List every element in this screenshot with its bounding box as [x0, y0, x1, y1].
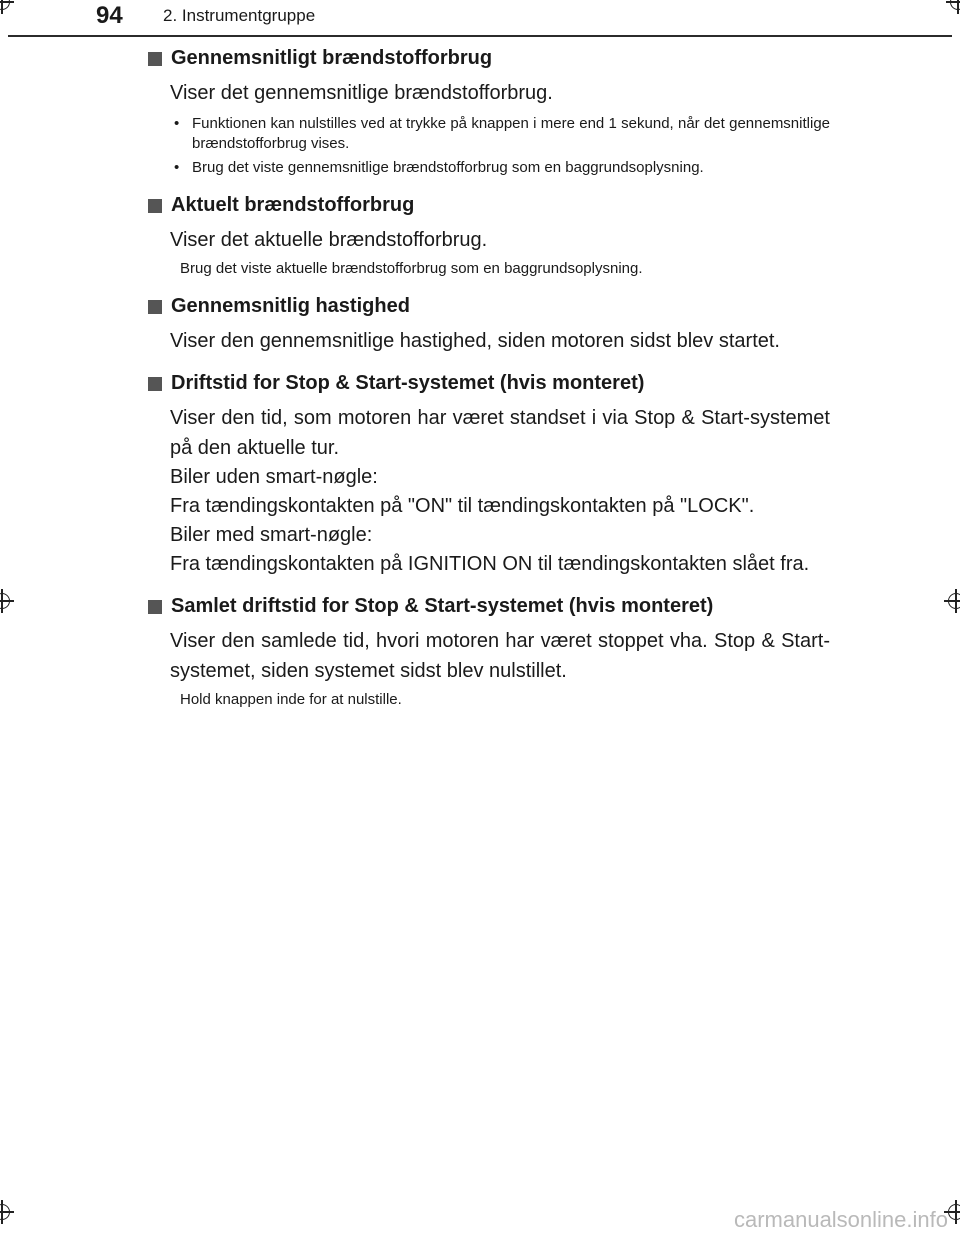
section-body: Viser den gennemsnitlige hastighed, siden motoren sidst blev startet. — [170, 330, 780, 352]
registration-mark-icon — [944, 589, 960, 613]
section-note: Hold knappen inde for at nulstille. — [180, 691, 402, 708]
square-bullet-icon — [148, 600, 162, 614]
watermark: carmanualsonline.info — [733, 1207, 948, 1232]
page-content — [148, 44, 830, 723]
section-average-speed — [148, 292, 830, 356]
section-line: Fra tændingskontakten på IGNITION ON til tændingskontakten slået fra. — [170, 553, 810, 575]
section-line: Biler uden smart-nøgle: — [170, 466, 378, 488]
square-bullet-icon — [148, 300, 162, 314]
section-heading-text: Driftstid for Stop & Start-systemet (hvis monteret) — [171, 372, 645, 394]
section-body: Viser den tid, som motoren har været standset i via Stop & Start-systemet på den aktuelle tur. — [170, 407, 830, 459]
section-line: Fra tændingskontakten på "ON" til tændingskontakten på "LOCK". — [170, 495, 755, 517]
section-average-fuel-consumption — [148, 44, 830, 178]
registration-mark-icon — [0, 1200, 14, 1224]
section-heading — [148, 44, 830, 72]
square-bullet-icon — [148, 52, 162, 66]
header-rule — [8, 35, 952, 37]
bullet-item: • Funktionen kan nulstilles ved at trykke på knappen i mere end 1 sekund, når det gennemsnitlige brændstofforbrug vises. — [170, 114, 830, 154]
section-stop-start-trip-time — [148, 369, 830, 579]
section-stop-start-total-time — [148, 592, 830, 710]
section-current-fuel-consumption — [148, 191, 830, 279]
section-heading-text: Gennemsnitlig hastighed — [171, 295, 410, 317]
section-heading-text: Gennemsnitligt brændstofforbrug — [171, 47, 493, 69]
section-heading — [148, 369, 830, 397]
bullet-item: • Brug det viste gennemsnitlige brændstofforbrug som en baggrundsoplysning. — [170, 158, 830, 178]
bullet-list — [170, 114, 830, 178]
registration-mark-icon — [946, 0, 960, 14]
section-body: Viser det aktuelle brændstofforbrug. — [170, 229, 488, 251]
registration-mark-icon — [0, 589, 14, 613]
square-bullet-icon — [148, 199, 162, 213]
section-heading — [148, 592, 830, 620]
page-number: 94 — [96, 2, 123, 29]
chapter-title: 2. Instrumentgruppe — [163, 6, 316, 25]
section-note: Brug det viste aktuelle brændstofforbrug som en baggrundsoplysning. — [180, 260, 643, 277]
section-line: Biler med smart-nøgle: — [170, 524, 373, 546]
registration-mark-icon — [0, 0, 14, 14]
square-bullet-icon — [148, 377, 162, 391]
section-heading-text: Samlet driftstid for Stop & Start-systemet (hvis monteret) — [171, 595, 714, 617]
section-heading — [148, 191, 830, 219]
section-heading-text: Aktuelt brændstofforbrug — [171, 194, 415, 216]
section-body: Viser det gennemsnitlige brændstofforbrug. — [170, 82, 553, 104]
section-body: Viser den samlede tid, hvori motoren har været stoppet vha. Stop & Start-systemet, siden systemet sidst blev nulstillet. — [170, 630, 830, 682]
section-heading — [148, 292, 830, 320]
